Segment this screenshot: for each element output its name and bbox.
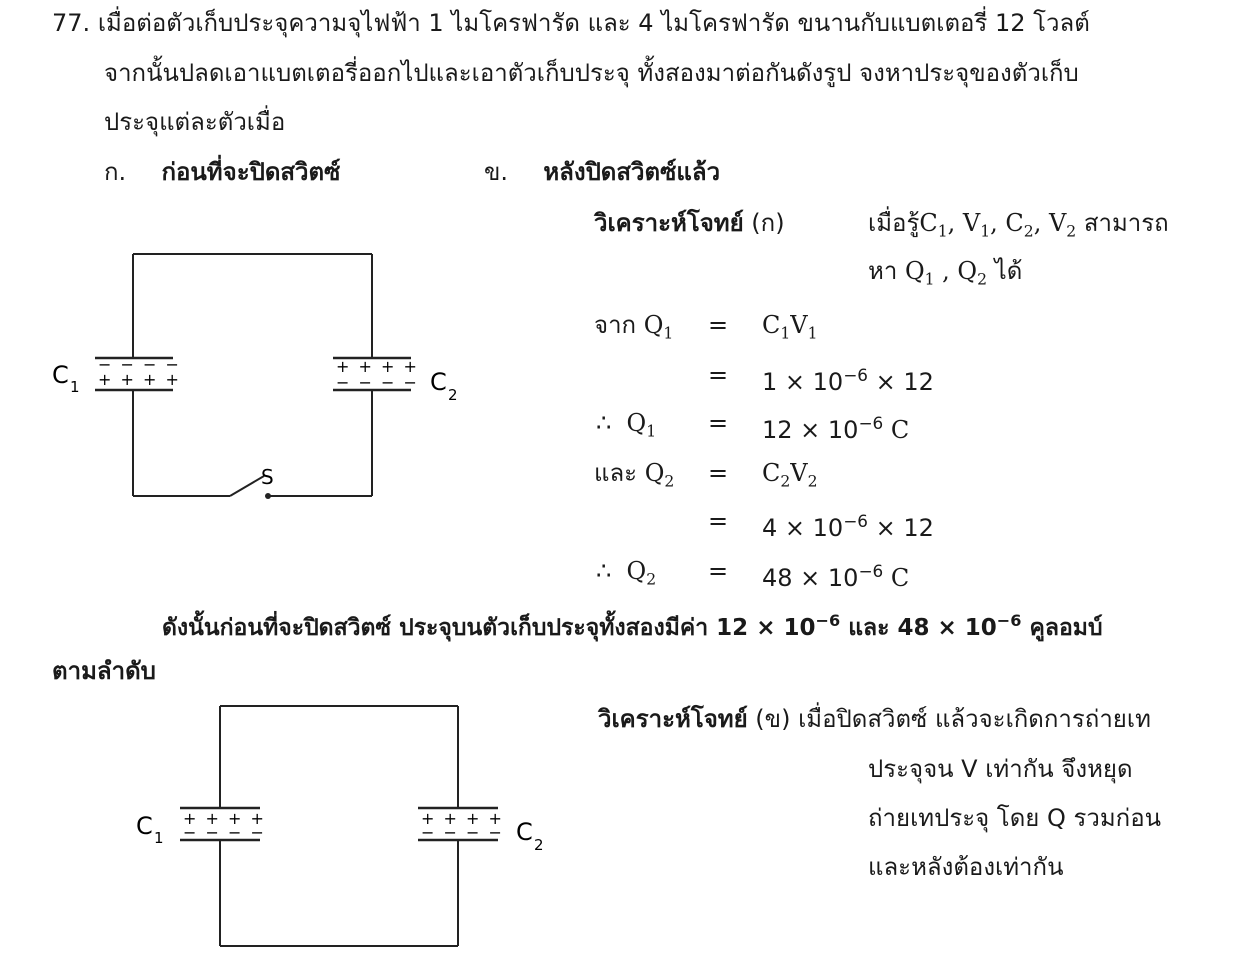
c2-label: C xyxy=(430,368,447,396)
eq-sign: = xyxy=(708,507,729,535)
eq-sign: = xyxy=(708,361,729,389)
c2-label: C xyxy=(516,818,533,846)
part-b xyxy=(484,157,720,187)
problem-line-1 xyxy=(52,8,1090,38)
c2-plus-charges: + + + + xyxy=(336,357,419,376)
analysis-b-line-1 xyxy=(598,704,1151,734)
eq-sign: = xyxy=(708,557,729,585)
c1-label: C xyxy=(52,361,69,389)
eq-q2-result xyxy=(762,556,909,593)
q2-result-base: 48 × 10 xyxy=(762,564,859,593)
part-a-text: ก่อนที่จะปิดสวิตซ์ xyxy=(161,158,341,186)
and-word: และ xyxy=(594,459,638,487)
part-a-label: ก. xyxy=(104,158,127,186)
conclusion-exp2: −6 xyxy=(996,611,1022,630)
c1-minus-charges: − − − − xyxy=(183,823,266,842)
therefore-symbol: ∴ xyxy=(596,557,612,585)
c1-label-sub: 1 xyxy=(154,829,164,847)
q1-result-base: 12 × 10 xyxy=(762,416,859,445)
conclusion-part3: คูลอมบ์ xyxy=(1029,614,1103,641)
analysis-b-text-1: เมื่อปิดสวิตซ์ แล้วจะเกิดการถ่ายเท xyxy=(798,705,1151,733)
conclusion-part2: และ 48 × 10 xyxy=(848,614,997,641)
part-b-text: หลังปิดสวิตซ์แล้ว xyxy=(543,158,721,186)
c1-minus-charges: − − − − xyxy=(98,355,181,374)
unit-c: C xyxy=(890,416,910,445)
analysis-a-heading: วิเคราะห์โจทย์ xyxy=(594,209,744,237)
eq-q2-result-lhs: ∴ $Q_2$ xyxy=(596,557,657,589)
conclusion-line-1 xyxy=(162,606,1103,643)
problem-number: 77. xyxy=(52,9,91,37)
note-prefix: เมื่อรู้ xyxy=(868,209,920,237)
problem-text-line-1: เมื่อต่อตัวเก็บประจุความจุไฟฟ้า 1 ไมโครฟารัด และ 4 ไมโครฟารัด ขนานกับแบตเตอรี่ 12 โวลต์ xyxy=(97,9,1090,37)
circuit-diagram-after xyxy=(120,692,580,962)
c2-label-sub: 2 xyxy=(448,386,458,404)
analysis-a-note-1: เมื่อรู้$C_1$, $V_1$, $C_2$, $V_2$ สามารถ xyxy=(868,209,1169,241)
c2-label-sub: 2 xyxy=(534,836,544,854)
analysis-b-line-3: ถ่ายเทประจุ โดย Q รวมก่อน xyxy=(868,804,1162,832)
part-b-label: ข. xyxy=(484,158,509,186)
analysis-b-line-2: ประจุจน V เท่ากัน จึงหยุด xyxy=(868,755,1133,783)
analysis-b-tag: (ข) xyxy=(755,705,791,733)
eq-q2-def: และ $Q_2$ xyxy=(594,459,675,491)
eq-sign: = xyxy=(708,409,729,437)
from-word: จาก xyxy=(594,311,637,339)
eq-q1-result-lhs: ∴ $Q_1$ xyxy=(596,409,657,441)
note-line2-prefix: หา xyxy=(868,257,898,285)
eq-q1-def-rhs: $C_1V_1$ xyxy=(762,311,818,343)
analysis-a-header xyxy=(594,208,785,238)
analysis-a-tag: (ก) xyxy=(751,209,785,237)
c1-plus-charges: + + + + xyxy=(98,370,181,389)
q1-result-exp: −6 xyxy=(858,413,884,433)
q2-step-base: 4 × 10 xyxy=(762,514,844,543)
note-line2-suffix: ได้ xyxy=(994,257,1023,285)
eq-q1-def: จาก $Q_1$ xyxy=(594,311,674,343)
eq-sign: = xyxy=(708,459,729,487)
therefore-symbol: ∴ xyxy=(596,409,612,437)
unit-c: C xyxy=(890,564,910,593)
eq-q1-result xyxy=(762,408,909,445)
problem-text-line-3: ประจุแต่ละตัวเมื่อ xyxy=(104,108,286,136)
c1-label: C xyxy=(136,812,153,840)
switch-label: S xyxy=(261,465,274,489)
eq-q2-def-rhs: $C_2V_2$ xyxy=(762,459,818,491)
q1-step-tail: × 12 xyxy=(875,368,934,397)
q2-step-tail: × 12 xyxy=(875,514,934,543)
eq-q1-step xyxy=(762,360,934,397)
c2-plus-charges: + + + + xyxy=(421,809,504,828)
analysis-b-line-4: และหลังต้องเท่ากัน xyxy=(868,853,1064,881)
problem-text-line-2: จากนั้นปลดเอาแบตเตอรี่ออกไปและเอาตัวเก็บประจุ ทั้งสองมาต่อกันดังรูป จงหาประจุของตัวเก็บ xyxy=(104,59,1079,87)
part-a xyxy=(104,157,340,187)
c2-minus-charges: − − − − xyxy=(421,823,504,842)
note-suffix: สามารถ xyxy=(1083,209,1169,237)
switch-lever xyxy=(230,476,264,496)
q1-step-base: 1 × 10 xyxy=(762,368,844,397)
analysis-a-note-2: หา $Q_1$ , $Q_2$ ได้ xyxy=(868,257,1023,289)
analysis-b-heading: วิเคราะห์โจทย์ xyxy=(598,705,748,733)
q1-step-exp: −6 xyxy=(843,365,868,385)
q2-result-exp: −6 xyxy=(858,561,884,581)
eq-q2-step xyxy=(762,506,934,543)
c2-minus-charges: − − − − xyxy=(336,373,419,392)
switch-contact xyxy=(265,493,271,499)
c1-label-sub: 1 xyxy=(70,378,80,396)
circuit-diagram-before xyxy=(40,240,480,520)
q2-step-exp: −6 xyxy=(843,511,868,531)
conclusion-line-2: ตามลำดับ xyxy=(52,657,156,685)
conclusion-part1: ดังนั้นก่อนที่จะปิดสวิตซ์ ประจุบนตัวเก็บประจุทั้งสองมีค่า 12 × 10 xyxy=(162,614,816,641)
eq-sign: = xyxy=(708,311,729,339)
conclusion-exp1: −6 xyxy=(815,611,841,630)
c1-plus-charges: + + + + xyxy=(183,809,266,828)
